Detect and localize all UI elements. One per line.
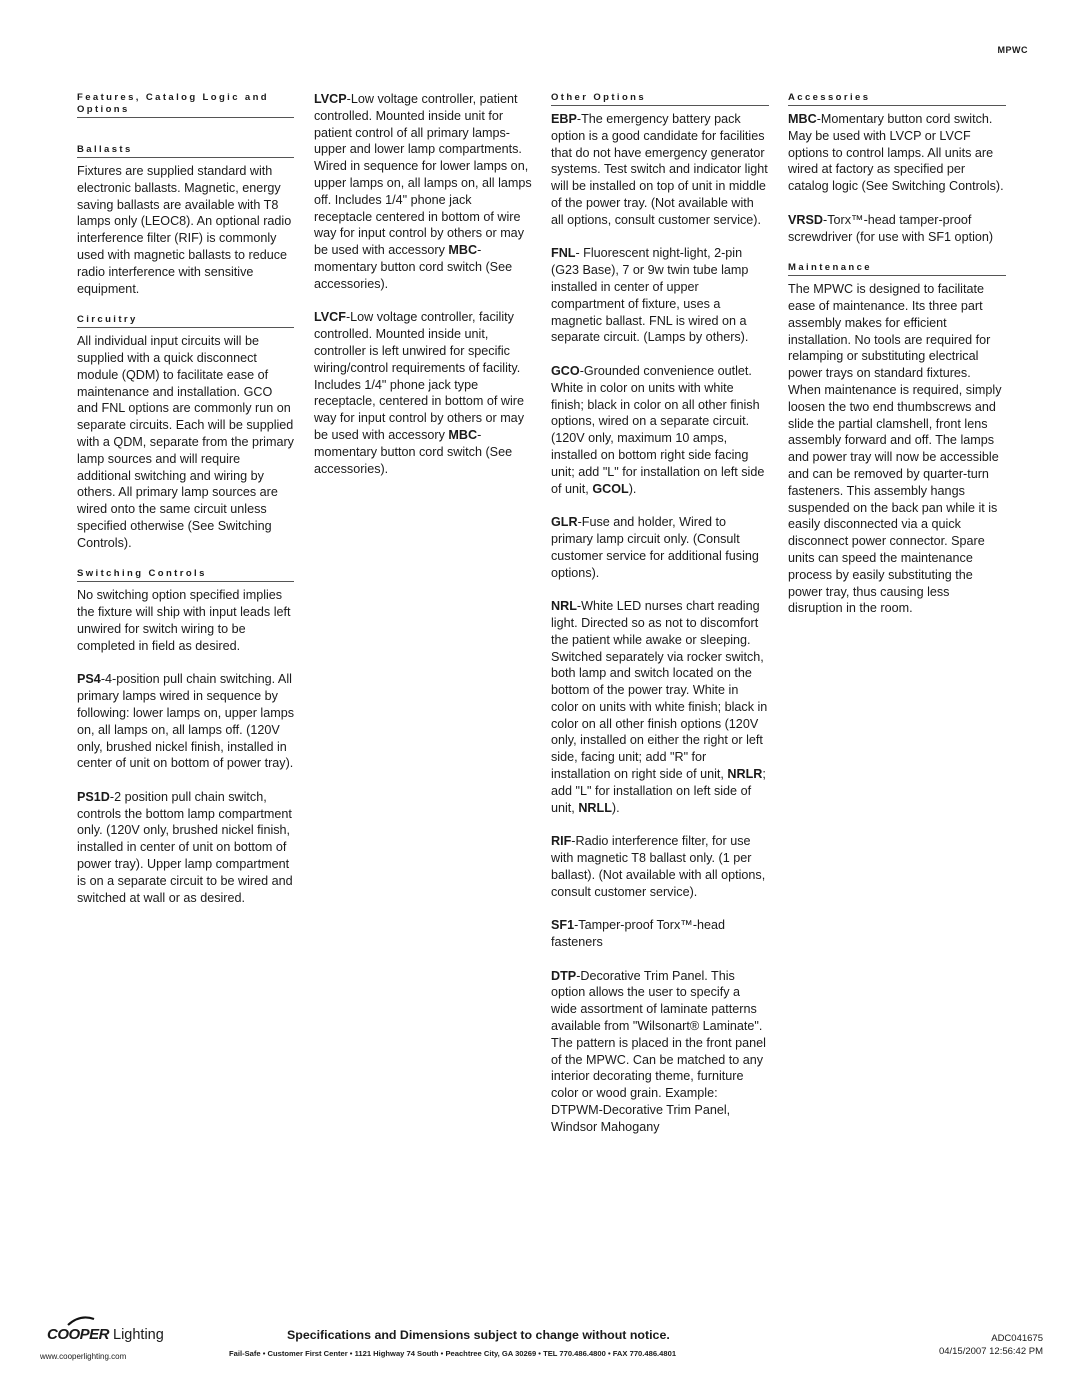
- maintenance-heading: Maintenance: [788, 262, 1006, 276]
- ps1d-code: PS1D: [77, 789, 110, 804]
- ps4-code: PS4: [77, 672, 101, 687]
- ebp-code: EBP: [551, 112, 577, 126]
- column-3: [551, 92, 769, 1152]
- maintenance-text: The MPWC is designed to facilitate ease of maintenance. Its three part assembly makes for efficient installation. No tools are required for relamping or substituting electrical power trays on standard fixtures. When maintenance is required, simply loosen the two end thumbscrews and slide the partial clamshell, front lens assembly forward and off. The lamps and power tray will now be accessible and can be removed by quarter-turn fasteners. This assembly hangs suspended on the back pan while it is easily disconnected via a quick disconnect power connector. Spare units can speed the maintenance process by easily substituting the power tray, thus causing less disruption in the room.: [788, 282, 1002, 616]
- circuitry-text: All individual input circuits will be supplied with a quick disconnect module (QDM) to facilitate ease of maintenance and installation. GCO and FNL options are commonly run on separate circuits. Each will be supplied with a QDM, separate from the primary lamp sources and will require additional switching and wiring by others. All primary lamp sources are wired onto the same circuit unless specified otherwise (See Switching Controls).: [77, 334, 294, 550]
- accessories-heading: Accessories: [788, 92, 1006, 106]
- document-date: 04/15/2007 12:56:42 PM: [938, 1346, 1043, 1357]
- sf1-code: SF1: [551, 918, 575, 933]
- column-4: [788, 92, 1006, 634]
- glr-text: -Fuse and holder, Wired to primary lamp circuit only. (Consult customer service for additional fusing options).: [551, 515, 759, 580]
- lvcp-mbc-code: MBC: [448, 243, 478, 258]
- lvcf-text: -Low voltage controller, facility controlled. Mounted inside unit, controller is left unwired for specific wiring/control requirements of facility. Includes 1/4" phone jack type receptacle, centered in bottom of wire way for input control by others or may be used with accessory: [314, 310, 525, 442]
- dtp-text: -Decorative Trim Panel. This option allows the user to specify a wide assortment of laminate patterns available from "Wilsonart® Laminate". The pattern is placed in the front panel of the MPWC. Can be matched to any interior decorating theme, furniture color or wood grain. Example: DTPWM-Decorative Trim Panel, Windsor Mahogany: [551, 968, 766, 1134]
- fnl-code: FNL: [551, 246, 576, 261]
- ballasts-text: Fixtures are supplied standard with electronic ballasts. Magnetic, energy saving ballasts are available with T8 lamps only (LEOC8). An optional radio interference filter (RIF) is commonly used with magnetic ballasts to reduce radio interference with sensitive equipment.: [77, 164, 292, 296]
- rif-option: [551, 833, 769, 900]
- switching-heading: Switching Controls: [77, 568, 294, 582]
- gco-code: GCO: [551, 363, 580, 378]
- ps4-option: [77, 671, 294, 772]
- ebp-option: [551, 111, 769, 229]
- footer-address: Fail-Safe • Customer First Center • 1121 Highway 74 South • Peachtree City, GA 30269 • TEL 770.486.4800 • FAX 770.486.4801: [229, 1349, 677, 1358]
- features-heading: Features, Catalog Logic and Options: [77, 92, 294, 118]
- ballasts-heading: Ballasts: [77, 144, 294, 158]
- nrl-option: [551, 598, 769, 816]
- lvcp-option: [314, 91, 532, 293]
- lvcf-option: [314, 309, 532, 477]
- mbc-text: -Momentary button cord switch. May be used with LVCP or LVCF options to control lamps. All units are wired at factory as specified per catalog logic (See Switching Controls).: [788, 112, 1004, 194]
- brand-name: COOPER: [47, 1326, 110, 1343]
- ebp-text: -The emergency battery pack option is a good candidate for facilities that do not have emergency generator systems. Test switch and indicator light will be installed on top of unit in middle of the power tray. (Not available with all options, consult customer service).: [551, 112, 768, 227]
- gcol-code: GCOL: [592, 481, 629, 496]
- switching-text: No switching option specified implies the fixture will ship with input leads left unwired for switch wiring to be completed in field as desired.: [77, 588, 291, 653]
- cooper-logo: [47, 1326, 164, 1343]
- other-options-heading: Other Options: [551, 92, 769, 106]
- lvcf-mbc-code: MBC: [448, 427, 478, 442]
- vrsd-accessory: [788, 212, 1006, 246]
- rif-code: RIF: [551, 834, 572, 849]
- ps1d-option: [77, 789, 294, 907]
- fnl-text: - Fluorescent night-light, 2-pin (G23 Base), 7 or 9w twin tube lamp installed in center of upper compartment of fixture, uses a magnetic ballast. FNL is wired on a separate circuit. (Lamps by others).: [551, 246, 749, 345]
- mbc-code: MBC: [788, 112, 817, 126]
- nrll-code: NRLL: [578, 800, 612, 815]
- nrl-mid: ; add "L" for installation on left side of unit,: [551, 767, 766, 815]
- dtp-option: [551, 968, 769, 1136]
- ps4-text: -4-position pull chain switching. All primary lamps wired in sequence by following: lower lamps on, upper lamps on, all lamps on, all lamps off. (120V only, brushed nickel finish, installed in center of unit on bottom of power tray).: [77, 672, 294, 771]
- circuitry-heading: Circuitry: [77, 314, 294, 328]
- ps1d-text: -2 position pull chain switch, controls the bottom lamp compartment only. (120V only, brushed nickel finish, installed in center of unit on bottom of power tray). Upper lamp compartment is on a separate circuit to be wired and switched at wall or as desired.: [77, 789, 293, 905]
- glr-option: [551, 514, 769, 581]
- footer-notice: Specifications and Dimensions subject to change without notice.: [287, 1328, 670, 1342]
- lvcp-tail: -momentary button cord switch (See accessories).: [314, 243, 513, 291]
- mbc-accessory: [788, 111, 1006, 195]
- lvcp-code: LVCP: [314, 92, 347, 106]
- model-code: MPWC: [997, 45, 1028, 55]
- glr-code: GLR: [551, 515, 578, 530]
- cooper-swoosh-icon: [66, 1316, 96, 1326]
- vrsd-code: VRSD: [788, 212, 823, 227]
- sf1-text: -Tamper-proof Torx™-head fasteners: [551, 918, 726, 950]
- rif-text: -Radio interference filter, for use with magnetic T8 ballast only. (1 per ballast). (Not available with all options, consult customer service).: [551, 834, 766, 899]
- nrlr-code: NRLR: [727, 767, 763, 782]
- lvcf-tail: -momentary button cord switch (See accessories).: [314, 427, 513, 476]
- website-url: www.cooperlighting.com: [40, 1352, 127, 1361]
- nrl-text: -White LED nurses chart reading light. Directed so as not to discomfort the patient while awake or sleeping. Switched separately via rocker switch, both lamp and switch located on the bottom of the power tray. White in color on units with white finish; black in color on all other finish options (120V only, installed on either the right or left side, facing unit; add "R" for installation on right side of unit,: [551, 599, 768, 782]
- document-code: ADC041675: [991, 1333, 1043, 1344]
- nrl-code: NRL: [551, 599, 577, 614]
- sf1-option: [551, 917, 769, 951]
- vrsd-text: -Torx™-head tamper-proof screwdriver (for use with SF1 option): [788, 212, 994, 244]
- column-1: [77, 92, 294, 923]
- column-2: [314, 91, 532, 494]
- fnl-option: [551, 245, 769, 346]
- gco-tail: ).: [628, 481, 637, 496]
- dtp-code: DTP: [551, 968, 577, 983]
- lvcp-text: -Low voltage controller, patient controlled. Mounted inside unit for patient control of all primary lamps-upper and lower lamp compartments. Wired in sequence for lower lamps on, upper lamps on, all lamps on, all lamps off. Includes 1/4" phone jack receptacle centered in bottom of wire way for input control by others or may be used with accessory: [314, 92, 532, 258]
- lvcf-code: LVCF: [314, 310, 346, 325]
- gco-text: -Grounded convenience outlet. White in color on units with white finish; black in color on all other finish options, wired on a separate circuit. (120V only, maximum 10 amps, installed on bottom right side facing unit; add "L" for installation on left side of unit,: [551, 363, 765, 496]
- gco-option: [551, 363, 769, 497]
- nrl-tail: ).: [611, 800, 620, 815]
- brand-sub: Lighting: [113, 1327, 164, 1343]
